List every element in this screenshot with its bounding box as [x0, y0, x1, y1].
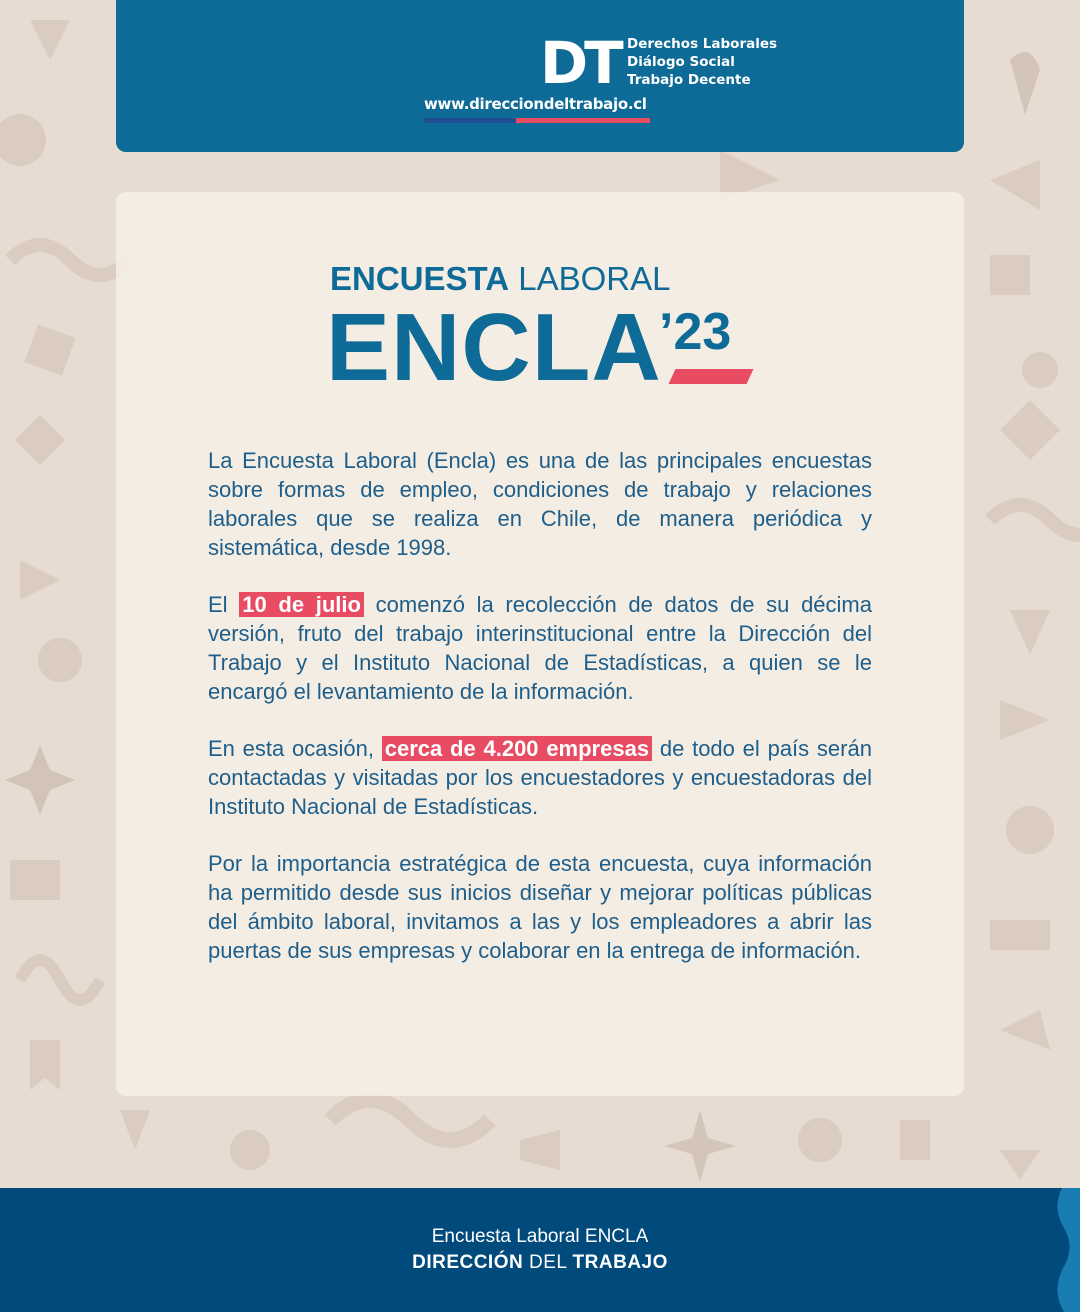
paragraph-3	[208, 734, 872, 821]
tagline-2: Diálogo Social	[627, 54, 735, 70]
paragraph-2	[208, 590, 872, 706]
companies-highlight: cerca de 4.200 empresas	[382, 736, 652, 761]
footer-organization	[0, 1252, 1080, 1274]
footer-org-regular: DEL	[529, 1252, 567, 1273]
title-year: ’23	[659, 303, 732, 361]
paragraph-3-rest: de todo el país serán contactadas y visitadas por los encuestadores y encuestadoras del Instituto Nacional de Estadísticas.	[208, 736, 872, 819]
dt-logo: DT	[540, 29, 620, 97]
footer-org-bold-1: DIRECCIÓN	[412, 1252, 524, 1273]
tagline-1: Derechos Laborales	[627, 36, 778, 52]
paragraph-2-rest: comenzó la recolección de datos de su décima versión, fruto del trabajo interinstitucional entre la Dirección del Trabajo y el Instituto Nacional de Estadísticas, a quien se le encargó el levantamiento de la información.	[208, 592, 872, 704]
title-subtitle-bold: ENCUESTA	[330, 260, 510, 297]
title-subtitle	[330, 261, 671, 297]
logo-taglines	[627, 35, 777, 89]
title-subtitle-regular: LABORAL	[518, 260, 671, 297]
tagline-3: Trabajo Decente	[627, 72, 751, 88]
paragraph-2-start: El	[208, 592, 228, 617]
logo-bar-blue	[424, 118, 516, 123]
header-banner	[116, 0, 964, 152]
date-highlight: 10 de julio	[239, 592, 364, 617]
paragraph-1: La Encuesta Laboral (Encla) es una de las principales encuestas sobre formas de empleo, condiciones de trabajo y relaciones laborales que se realiza en Chile, de manera periódica y sistemática, desde 1998.	[208, 448, 872, 560]
paragraph-3-start: En esta ocasión,	[208, 736, 374, 761]
footer-banner	[0, 1188, 1080, 1312]
paragraph-4: Por la importancia estratégica de esta encuesta, cuya información ha permitido desde sus inicios diseñar y mejorar políticas públicas del ámbito laboral, invitamos a las y los empleadores a abrir las puertas de sus empresas y colaborar en la entrega de información.	[208, 851, 872, 963]
logo-bar-red	[516, 118, 650, 123]
footer-survey-name: Encuesta Laboral ENCLA	[431, 1226, 649, 1247]
title-underline	[669, 369, 754, 384]
website-url[interactable]: www.direcciondeltrabajo.cl	[424, 95, 647, 113]
title-main: ENCLA	[326, 294, 662, 401]
footer-wave-decoration	[1052, 1188, 1080, 1312]
footer-org-bold-2: TRABAJO	[572, 1252, 668, 1273]
